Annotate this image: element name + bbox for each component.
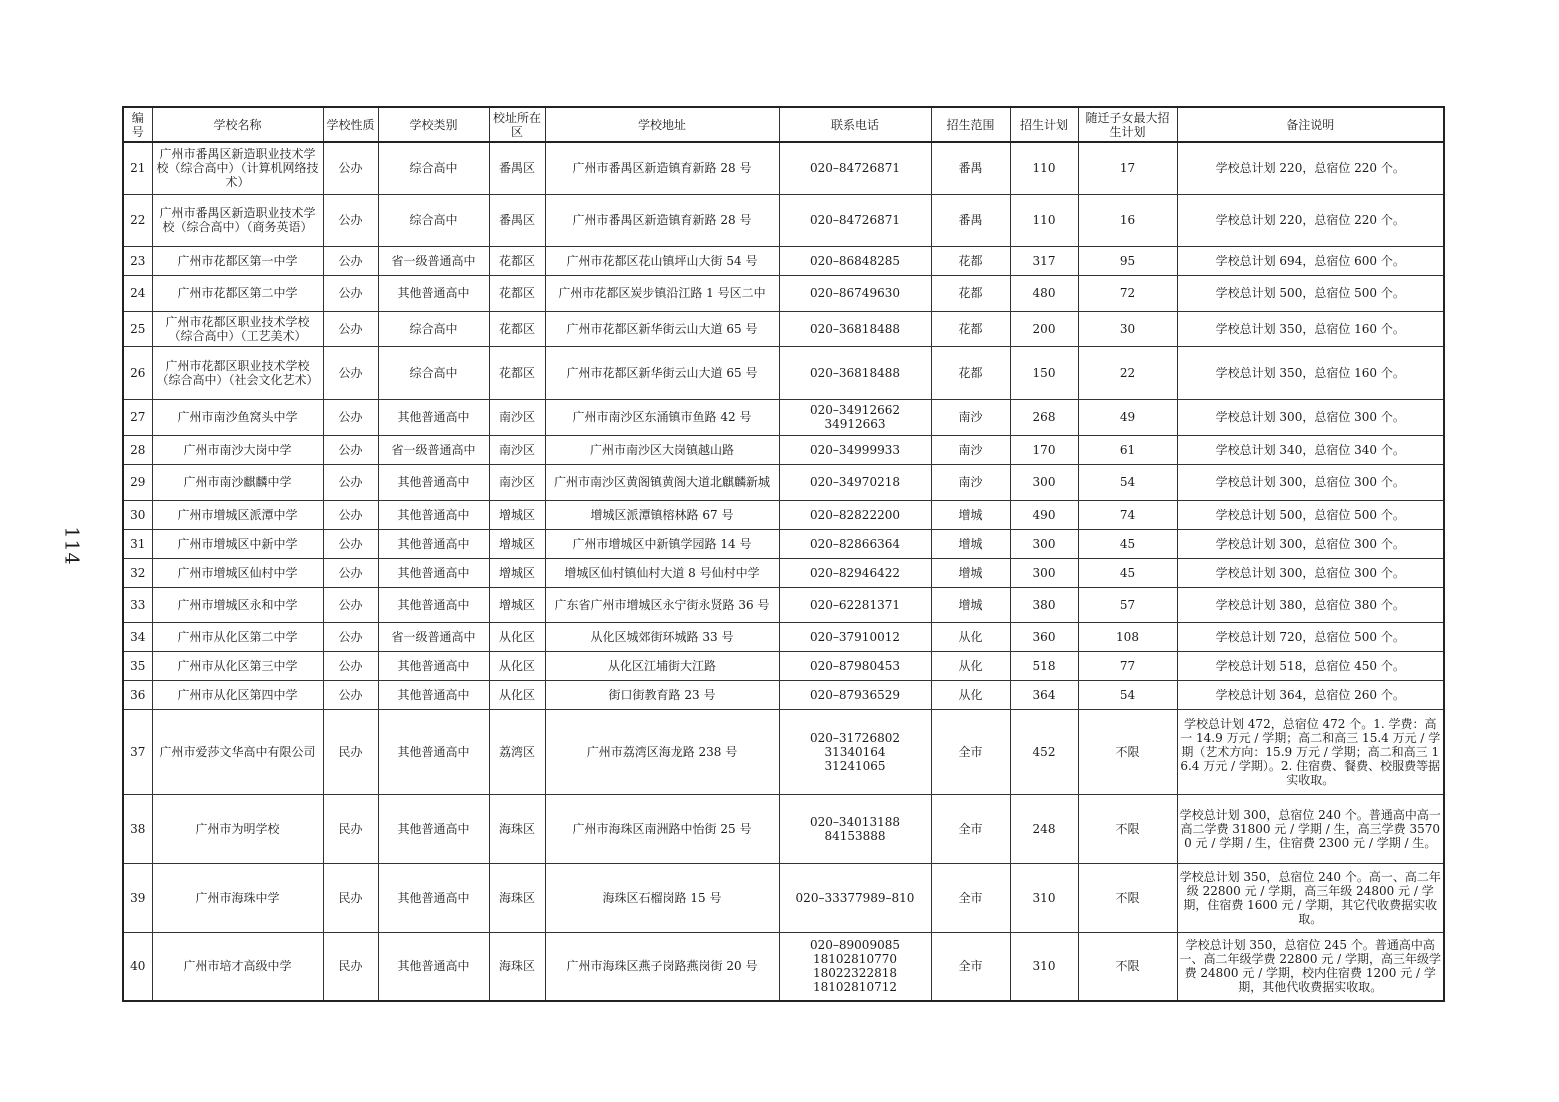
contact-phone: 020–62281371: [779, 587, 931, 622]
school-name: 广州市增城区派潭中学: [152, 500, 323, 529]
enrollment-plan: 248: [1010, 794, 1078, 863]
contact-phone: 020–89009085 18102810770 18022322818 18102810712: [779, 932, 931, 1001]
migrant-plan: 17: [1078, 142, 1177, 194]
school-district: 花都区: [489, 275, 545, 311]
remarks: 学校总计划 350，总宿位 245 个。普通高中高一、高二年级学费 22800 元 / 学期，高三年级学费 24800 元 / 学期，校内住宿费 1200 元 / 学期，其他代收费据实收取。: [1177, 932, 1444, 1001]
table-row: [123, 651, 1444, 680]
row-number: 36: [123, 680, 152, 709]
header-cell: 招生计划: [1010, 107, 1078, 142]
school-district: 从化区: [489, 651, 545, 680]
row-number: 33: [123, 587, 152, 622]
header-cell: 备注说明: [1177, 107, 1444, 142]
table-row: [123, 464, 1444, 500]
school-nature: 公办: [323, 346, 378, 399]
school-district: 花都区: [489, 346, 545, 399]
school-name: 广州市培才高级中学: [152, 932, 323, 1001]
table-row: [123, 399, 1444, 435]
school-district: 南沙区: [489, 399, 545, 435]
row-number: 35: [123, 651, 152, 680]
school-address: 广州市增城区中新镇学园路 14 号: [545, 529, 779, 558]
enrollment-plan: 200: [1010, 311, 1078, 346]
school-address: 广州市南沙区大岗镇越山路: [545, 435, 779, 464]
school-nature: 民办: [323, 794, 378, 863]
school-district: 花都区: [489, 246, 545, 275]
row-number: 23: [123, 246, 152, 275]
table-row: [123, 142, 1444, 194]
row-number: 29: [123, 464, 152, 500]
enrollment-scope: 南沙: [931, 399, 1010, 435]
school-category: 其他普通高中: [378, 529, 489, 558]
table-row: [123, 558, 1444, 587]
school-district: 番禺区: [489, 194, 545, 246]
row-number: 40: [123, 932, 152, 1001]
school-name: 广州市从化区第三中学: [152, 651, 323, 680]
enrollment-plan: 310: [1010, 932, 1078, 1001]
enrollment-plan: 480: [1010, 275, 1078, 311]
enrollment-scope: 花都: [931, 246, 1010, 275]
school-address: 广州市海珠区南洲路中怡街 25 号: [545, 794, 779, 863]
contact-phone: 020–34970218: [779, 464, 931, 500]
school-category: 省一级普通高中: [378, 435, 489, 464]
migrant-plan: 45: [1078, 529, 1177, 558]
school-district: 海珠区: [489, 863, 545, 932]
school-nature: 民办: [323, 709, 378, 794]
school-nature: 公办: [323, 622, 378, 651]
migrant-plan: 72: [1078, 275, 1177, 311]
school-district: 南沙区: [489, 464, 545, 500]
table-row: [123, 529, 1444, 558]
row-number: 30: [123, 500, 152, 529]
enrollment-plan: 452: [1010, 709, 1078, 794]
migrant-plan: 30: [1078, 311, 1177, 346]
school-address: 广东省广州市增城区永宁街永贤路 36 号: [545, 587, 779, 622]
school-district: 增城区: [489, 558, 545, 587]
enrollment-plan: 490: [1010, 500, 1078, 529]
enrollment-scope: 增城: [931, 558, 1010, 587]
contact-phone: 020–34013188 84153888: [779, 794, 931, 863]
school-district: 从化区: [489, 622, 545, 651]
remarks: 学校总计划 380，总宿位 380 个。: [1177, 587, 1444, 622]
school-name: 广州市花都区职业技术学校（综合高中）（工艺美术）: [152, 311, 323, 346]
school-name: 广州市花都区职业技术学校（综合高中）（社会文化艺术）: [152, 346, 323, 399]
contact-phone: 020–37910012: [779, 622, 931, 651]
school-category: 综合高中: [378, 311, 489, 346]
table-row: [123, 587, 1444, 622]
enrollment-scope: 南沙: [931, 435, 1010, 464]
enrollment-scope: 花都: [931, 346, 1010, 399]
enrollment-plan: 518: [1010, 651, 1078, 680]
table-row: [123, 863, 1444, 932]
school-address: 广州市花都区花山镇坪山大街 54 号: [545, 246, 779, 275]
contact-phone: 020–84726871: [779, 142, 931, 194]
remarks: 学校总计划 500，总宿位 500 个。: [1177, 275, 1444, 311]
school-address: 广州市花都区新华街云山大道 65 号: [545, 311, 779, 346]
school-category: 其他普通高中: [378, 709, 489, 794]
school-category: 其他普通高中: [378, 651, 489, 680]
school-district: 海珠区: [489, 932, 545, 1001]
school-name: 广州市花都区第二中学: [152, 275, 323, 311]
migrant-plan: 77: [1078, 651, 1177, 680]
school-name: 广州市海珠中学: [152, 863, 323, 932]
enrollment-plan: 364: [1010, 680, 1078, 709]
enrollment-scope: 南沙: [931, 464, 1010, 500]
enrollment-scope: 从化: [931, 680, 1010, 709]
enrollment-plan: 310: [1010, 863, 1078, 932]
school-nature: 公办: [323, 275, 378, 311]
school-nature: 公办: [323, 246, 378, 275]
school-address: 广州市海珠区燕子岗路燕岗街 20 号: [545, 932, 779, 1001]
school-nature: 公办: [323, 311, 378, 346]
contact-phone: 020–34999933: [779, 435, 931, 464]
header-cell: 联系电话: [779, 107, 931, 142]
table-row: [123, 794, 1444, 863]
row-number: 32: [123, 558, 152, 587]
school-name: 广州市为明学校: [152, 794, 323, 863]
header-cell: 学校地址: [545, 107, 779, 142]
header-row: [123, 107, 1444, 142]
enrollment-plan: 170: [1010, 435, 1078, 464]
enrollment-scope: 全市: [931, 794, 1010, 863]
school-address: 从化区城郊街环城路 33 号: [545, 622, 779, 651]
migrant-plan: 16: [1078, 194, 1177, 246]
contact-phone: 020–86749630: [779, 275, 931, 311]
enrollment-table: [122, 106, 1445, 1002]
enrollment-scope: 全市: [931, 709, 1010, 794]
school-address: 广州市荔湾区海龙路 238 号: [545, 709, 779, 794]
contact-phone: 020–31726802 31340164 31241065: [779, 709, 931, 794]
school-nature: 公办: [323, 500, 378, 529]
school-nature: 公办: [323, 529, 378, 558]
school-address: 增城区派潭镇榕林路 67 号: [545, 500, 779, 529]
school-nature: 民办: [323, 863, 378, 932]
table-row: [123, 435, 1444, 464]
header-cell: 学校类别: [378, 107, 489, 142]
row-number: 22: [123, 194, 152, 246]
school-address: 从化区江埔街大江路: [545, 651, 779, 680]
enrollment-scope: 番禺: [931, 194, 1010, 246]
school-nature: 公办: [323, 435, 378, 464]
table-row: [123, 346, 1444, 399]
school-nature: 公办: [323, 651, 378, 680]
school-nature: 公办: [323, 142, 378, 194]
school-name: 广州市花都区第一中学: [152, 246, 323, 275]
page-number: 114: [60, 526, 83, 566]
school-category: 其他普通高中: [378, 680, 489, 709]
remarks: 学校总计划 220，总宿位 220 个。: [1177, 194, 1444, 246]
school-category: 其他普通高中: [378, 275, 489, 311]
school-name: 广州市南沙鱼窝头中学: [152, 399, 323, 435]
school-name: 广州市增城区中新中学: [152, 529, 323, 558]
enrollment-scope: 花都: [931, 311, 1010, 346]
remarks: 学校总计划 300，总宿位 240 个。普通高中高一高二学费 31800 元 / 学期 / 生，高三学费 35700 元 / 学期 / 生，住宿费 2300 元 / 学期 / 生。: [1177, 794, 1444, 863]
table-row: [123, 622, 1444, 651]
remarks: 学校总计划 300，总宿位 300 个。: [1177, 529, 1444, 558]
enrollment-plan: 300: [1010, 529, 1078, 558]
remarks: 学校总计划 720，总宿位 500 个。: [1177, 622, 1444, 651]
school-category: 综合高中: [378, 194, 489, 246]
row-number: 34: [123, 622, 152, 651]
remarks: 学校总计划 300，总宿位 300 个。: [1177, 399, 1444, 435]
table-row: [123, 932, 1444, 1001]
enrollment-scope: 从化: [931, 622, 1010, 651]
school-name: 广州市爱莎文华高中有限公司: [152, 709, 323, 794]
enrollment-scope: 增城: [931, 529, 1010, 558]
remarks: 学校总计划 694，总宿位 600 个。: [1177, 246, 1444, 275]
school-category: 其他普通高中: [378, 464, 489, 500]
row-number: 24: [123, 275, 152, 311]
remarks: 学校总计划 472，总宿位 472 个。1. 学费：高一 14.9 万元 / 学期；高二和高三 15.4 万元 / 学期（艺术方向：15.9 万元 / 学期；高二和高三 16.4 万元 / 学期）。2. 住宿费、餐费、校服费等据实收取。: [1177, 709, 1444, 794]
row-number: 27: [123, 399, 152, 435]
migrant-plan: 不限: [1078, 863, 1177, 932]
school-district: 增城区: [489, 529, 545, 558]
school-name: 广州市从化区第二中学: [152, 622, 323, 651]
school-category: 省一级普通高中: [378, 246, 489, 275]
school-category: 其他普通高中: [378, 500, 489, 529]
migrant-plan: 54: [1078, 680, 1177, 709]
enrollment-scope: 增城: [931, 500, 1010, 529]
school-nature: 公办: [323, 399, 378, 435]
school-name: 广州市从化区第四中学: [152, 680, 323, 709]
enrollment-plan: 380: [1010, 587, 1078, 622]
header-cell: 编号: [123, 107, 152, 142]
enrollment-scope: 番禺: [931, 142, 1010, 194]
school-category: 其他普通高中: [378, 587, 489, 622]
remarks: 学校总计划 518，总宿位 450 个。: [1177, 651, 1444, 680]
row-number: 38: [123, 794, 152, 863]
enrollment-plan: 110: [1010, 194, 1078, 246]
school-address: 广州市花都区新华街云山大道 65 号: [545, 346, 779, 399]
school-address: 广州市番禺区新造镇育新路 28 号: [545, 194, 779, 246]
remarks: 学校总计划 220，总宿位 220 个。: [1177, 142, 1444, 194]
row-number: 28: [123, 435, 152, 464]
migrant-plan: 45: [1078, 558, 1177, 587]
school-address: 广州市番禺区新造镇育新路 28 号: [545, 142, 779, 194]
remarks: 学校总计划 364，总宿位 260 个。: [1177, 680, 1444, 709]
school-nature: 公办: [323, 194, 378, 246]
migrant-plan: 57: [1078, 587, 1177, 622]
school-district: 南沙区: [489, 435, 545, 464]
school-category: 综合高中: [378, 142, 489, 194]
table-row: [123, 709, 1444, 794]
school-nature: 民办: [323, 932, 378, 1001]
table-row: [123, 500, 1444, 529]
header-cell: 随迁子女最大招生计划: [1078, 107, 1177, 142]
school-district: 增城区: [489, 500, 545, 529]
migrant-plan: 49: [1078, 399, 1177, 435]
school-category: 其他普通高中: [378, 558, 489, 587]
row-number: 26: [123, 346, 152, 399]
school-name: 广州市增城区仙村中学: [152, 558, 323, 587]
contact-phone: 020–84726871: [779, 194, 931, 246]
table-row: [123, 680, 1444, 709]
school-nature: 公办: [323, 558, 378, 587]
contact-phone: 020–87936529: [779, 680, 931, 709]
contact-phone: 020–87980453: [779, 651, 931, 680]
school-address: 广州市花都区炭步镇沿江路 1 号区二中: [545, 275, 779, 311]
header-cell: 学校性质: [323, 107, 378, 142]
header-cell: 校址所在区: [489, 107, 545, 142]
school-category: 其他普通高中: [378, 932, 489, 1001]
migrant-plan: 95: [1078, 246, 1177, 275]
school-nature: 公办: [323, 680, 378, 709]
remarks: 学校总计划 300，总宿位 300 个。: [1177, 558, 1444, 587]
migrant-plan: 61: [1078, 435, 1177, 464]
enrollment-plan: 300: [1010, 558, 1078, 587]
row-number: 39: [123, 863, 152, 932]
school-name: 广州市南沙大岗中学: [152, 435, 323, 464]
enrollment-plan: 268: [1010, 399, 1078, 435]
contact-phone: 020–86848285: [779, 246, 931, 275]
migrant-plan: 不限: [1078, 794, 1177, 863]
school-name: 广州市番禺区新造职业技术学校（综合高中）（计算机网络技术）: [152, 142, 323, 194]
school-category: 其他普通高中: [378, 863, 489, 932]
school-address: 广州市南沙区东涌镇市鱼路 42 号: [545, 399, 779, 435]
remarks: 学校总计划 500，总宿位 500 个。: [1177, 500, 1444, 529]
school-category: 其他普通高中: [378, 794, 489, 863]
enrollment-plan: 300: [1010, 464, 1078, 500]
school-district: 海珠区: [489, 794, 545, 863]
enrollment-scope: 全市: [931, 932, 1010, 1001]
remarks: 学校总计划 350，总宿位 160 个。: [1177, 311, 1444, 346]
remarks: 学校总计划 350，总宿位 240 个。高一、高二年级 22800 元 / 学期，高三年级 24800 元 / 学期，住宿费 1600 元 / 学期，其它代收费据实收取。: [1177, 863, 1444, 932]
school-name: 广州市增城区永和中学: [152, 587, 323, 622]
enrollment-scope: 全市: [931, 863, 1010, 932]
enrollment-scope: 花都: [931, 275, 1010, 311]
contact-phone: 020–82946422: [779, 558, 931, 587]
row-number: 21: [123, 142, 152, 194]
table-row: [123, 194, 1444, 246]
row-number: 25: [123, 311, 152, 346]
contact-phone: 020–82866364: [779, 529, 931, 558]
header-cell: 招生范围: [931, 107, 1010, 142]
school-district: 番禺区: [489, 142, 545, 194]
row-number: 37: [123, 709, 152, 794]
school-district: 荔湾区: [489, 709, 545, 794]
enrollment-plan: 317: [1010, 246, 1078, 275]
enrollment-plan: 360: [1010, 622, 1078, 651]
table-row: [123, 246, 1444, 275]
migrant-plan: 不限: [1078, 709, 1177, 794]
school-district: 从化区: [489, 680, 545, 709]
school-name: 广州市番禺区新造职业技术学校（综合高中）（商务英语）: [152, 194, 323, 246]
school-nature: 公办: [323, 464, 378, 500]
remarks: 学校总计划 350，总宿位 160 个。: [1177, 346, 1444, 399]
enrollment-scope: 从化: [931, 651, 1010, 680]
school-address: 广州市南沙区黄阁镇黄阁大道北麒麟新城: [545, 464, 779, 500]
school-nature: 公办: [323, 587, 378, 622]
school-address: 增城区仙村镇仙村大道 8 号仙村中学: [545, 558, 779, 587]
enrollment-scope: 增城: [931, 587, 1010, 622]
school-name: 广州市南沙麒麟中学: [152, 464, 323, 500]
contact-phone: 020–33377989–810: [779, 863, 931, 932]
school-category: 其他普通高中: [378, 399, 489, 435]
school-address: 街口街教育路 23 号: [545, 680, 779, 709]
migrant-plan: 22: [1078, 346, 1177, 399]
school-category: 省一级普通高中: [378, 622, 489, 651]
migrant-plan: 108: [1078, 622, 1177, 651]
contact-phone: 020–36818488: [779, 311, 931, 346]
school-category: 综合高中: [378, 346, 489, 399]
contact-phone: 020–34912662 34912663: [779, 399, 931, 435]
enrollment-plan: 150: [1010, 346, 1078, 399]
table-row: [123, 275, 1444, 311]
row-number: 31: [123, 529, 152, 558]
migrant-plan: 不限: [1078, 932, 1177, 1001]
table-row: [123, 311, 1444, 346]
enrollment-plan: 110: [1010, 142, 1078, 194]
migrant-plan: 54: [1078, 464, 1177, 500]
remarks: 学校总计划 300，总宿位 300 个。: [1177, 464, 1444, 500]
header-cell: 学校名称: [152, 107, 323, 142]
school-district: 花都区: [489, 311, 545, 346]
contact-phone: 020–82822200: [779, 500, 931, 529]
school-district: 增城区: [489, 587, 545, 622]
contact-phone: 020–36818488: [779, 346, 931, 399]
migrant-plan: 74: [1078, 500, 1177, 529]
school-address: 海珠区石榴岗路 15 号: [545, 863, 779, 932]
remarks: 学校总计划 340，总宿位 340 个。: [1177, 435, 1444, 464]
